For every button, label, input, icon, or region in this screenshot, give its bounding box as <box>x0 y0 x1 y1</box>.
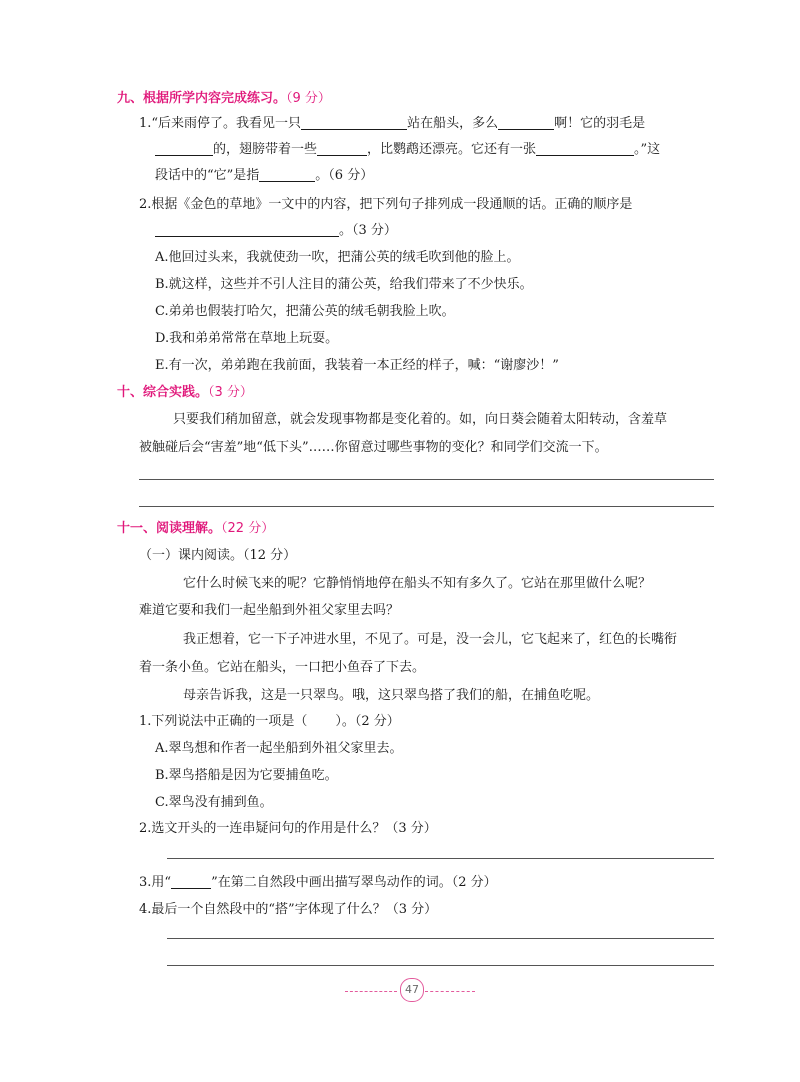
s9-q2-stem: 2.根据《金色的草地》一文中的内容，把下列句子排列成一段通顺的话。正确的顺序是 <box>139 197 633 212</box>
section-9-heading <box>117 87 331 106</box>
answer-blank[interactable] <box>317 141 367 156</box>
s11-q1-text: ）。（2 分） <box>335 714 400 729</box>
s10-paragraph-line1: 只要我们稍加留意，就会发现事物都是变化着的。如，向日葵会随着太阳转动，含羞草 <box>173 412 668 427</box>
answer-line[interactable] <box>139 506 714 507</box>
passage-para2-line2: 着一条小鱼。它站在船头，一口把小鱼吞了下去。 <box>139 660 426 675</box>
s9-q1-text: 1.“后来雨停了。我看见一只 <box>139 116 302 131</box>
s11-q1-option-c: C.翠鸟没有捕到鱼。 <box>155 795 273 810</box>
s9-q1-line1 <box>139 112 645 131</box>
answer-blank[interactable] <box>498 115 554 130</box>
s11-subheading: （一）课内阅读。（12 分） <box>139 548 297 563</box>
s9-q1-text: 段话中的“它”是指 <box>155 168 260 183</box>
s9-q1-text: 。”这 <box>634 142 661 157</box>
answer-blank[interactable] <box>259 167 315 182</box>
s9-q2-answer-line <box>155 219 397 238</box>
s9-q2-tail: 。（3 分） <box>339 223 397 238</box>
answer-line[interactable] <box>167 858 714 859</box>
option-c: C.弟弟也假装打哈欠，把蒲公英的绒毛朝我脸上吹。 <box>155 304 455 319</box>
passage-para1-line1: 它什么时候飞来的呢？它静悄悄地停在船头不知有多久了。它站在那里做什么呢？ <box>183 576 652 591</box>
s9-q1-text: ，比鹦鹉还漂亮。它还有一张 <box>367 142 537 157</box>
s11-q1-option-b: B.翠鸟搭船是因为它要捕鱼吃。 <box>155 768 338 783</box>
page-number: 47 <box>400 978 424 1002</box>
section-9-title: 九、根据所学内容完成练习。 <box>117 91 287 106</box>
s9-q1-line2 <box>155 138 660 157</box>
section-9-score: （9 分） <box>286 91 331 106</box>
s10-paragraph-line2: 被触碰后会“害羞”地“低下头”……你留意过哪些事物的变化？和同学们交流一下。 <box>139 440 608 455</box>
s11-q3-text: ”在第二自然段中画出描写翠鸟动作的词。（2 分） <box>211 875 497 890</box>
answer-line[interactable] <box>139 479 714 480</box>
section-10-title: 十、综合实践。 <box>117 385 209 400</box>
s9-q1-line3 <box>155 164 373 183</box>
s9-q1-text: 的，翅膀带着一些 <box>213 142 318 157</box>
passage-para3: 母亲告诉我，这是一只翠鸟。哦，这只翠鸟搭了我们的船，在捕鱼吃呢。 <box>183 688 600 703</box>
s11-q3-text: 3.用“ <box>139 875 172 890</box>
answer-line[interactable] <box>167 938 714 939</box>
passage-para2-line1: 我正想着，它一下子冲进水里，不见了。可是，没一会儿，它飞起来了，红色的长嘴衔 <box>183 632 678 647</box>
option-d: D.我和弟弟常常在草地上玩耍。 <box>155 331 339 346</box>
s11-q2-stem: 2.选文开头的一连串疑问句的作用是什么？（3 分） <box>139 821 437 836</box>
section-11-title: 十一、阅读理解。 <box>117 521 222 536</box>
s9-q1-text: 站在船头，多么 <box>407 116 499 131</box>
s11-q3-stem <box>139 871 497 890</box>
section-10-score: （3 分） <box>208 385 253 400</box>
answer-blank[interactable] <box>171 874 211 889</box>
section-11-heading <box>117 517 274 536</box>
s9-q1-text: 。（6 分） <box>315 168 374 183</box>
option-b: B.就这样，这些并不引人注目的蒲公英，给我们带来了不少快乐。 <box>155 277 533 292</box>
answer-blank[interactable] <box>536 141 634 156</box>
s11-q1-stem <box>139 710 400 729</box>
s11-q4-stem: 4.最后一个自然段中的“搭”字体现了什么？（3 分） <box>139 902 438 917</box>
passage-para1-line2: 难道它要和我们一起坐船到外祖父家里去吗？ <box>139 603 400 618</box>
option-a: A.他回过头来，我就使劲一吹，把蒲公英的绒毛吹到他的脸上。 <box>155 250 520 265</box>
answer-blank[interactable] <box>155 141 213 156</box>
section-10-heading <box>117 381 253 400</box>
answer-blank[interactable] <box>155 222 339 237</box>
answer-blank[interactable] <box>301 115 407 130</box>
answer-line[interactable] <box>167 965 714 966</box>
s11-q1-text: 1.下列说法中正确的一项是（ <box>139 714 308 729</box>
section-11-score: （22 分） <box>221 521 275 536</box>
s11-q1-option-a: A.翠鸟想和作者一起坐船到外祖父家里去。 <box>155 741 403 756</box>
option-e: E.有一次，弟弟跑在我前面，我装着一本正经的样子，喊：“谢廖沙！” <box>155 358 559 373</box>
s9-q1-text: 啊！它的羽毛是 <box>554 116 646 131</box>
